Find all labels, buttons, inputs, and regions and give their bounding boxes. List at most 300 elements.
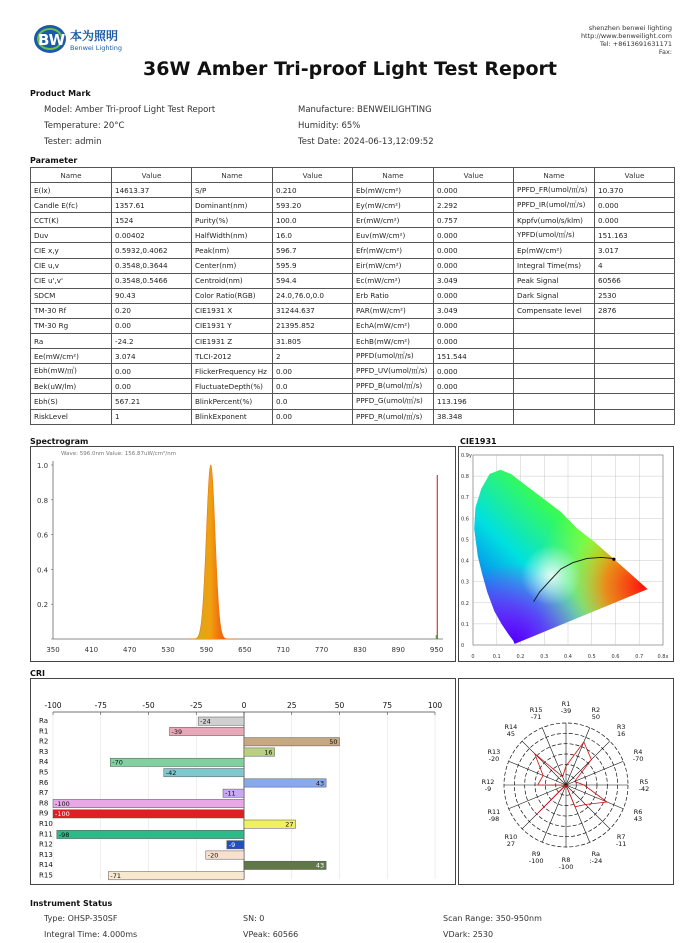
- cri-bar-label: R2: [39, 737, 49, 746]
- parameter-value-cell: 14613.37: [112, 183, 192, 198]
- cri-bar: [244, 861, 326, 869]
- radar-axis-value: -11: [615, 840, 627, 849]
- parameter-name-cell: Er(mW/cm²): [353, 213, 434, 228]
- parameter-name-cell: [514, 318, 595, 333]
- parameter-name-cell: Integral Time(ms): [514, 258, 595, 273]
- cri-bar-label: R10: [39, 820, 53, 828]
- parameter-value-cell: 60566: [595, 273, 675, 288]
- cie-x-tick: 0.8x: [657, 654, 669, 660]
- parameter-value-cell: 0.000: [434, 228, 514, 243]
- cri-bar-label: R7: [39, 789, 49, 798]
- cri-bar-value: -42: [165, 769, 177, 777]
- cri-bar-value: 27: [285, 820, 294, 829]
- test-date-text: Test Date: 2024-06-13,12:09:52: [298, 137, 434, 147]
- parameter-name-cell: Candle E(fc): [31, 198, 112, 213]
- cri-bar-label: Ra: [39, 717, 48, 725]
- parameter-header-cell: Value: [273, 168, 353, 183]
- parameter-name-cell: Ra: [31, 334, 112, 349]
- parameter-value-cell: 31244.637: [273, 303, 353, 318]
- spectrum-x-tick: 590: [199, 646, 214, 654]
- parameter-name-cell: BlinkExponent: [192, 409, 273, 424]
- company-line: Tel: +8613691631171: [599, 40, 672, 48]
- parameter-value-cell: 1357.61: [112, 198, 192, 213]
- parameter-name-cell: SDCM: [31, 288, 112, 303]
- radar-axis-label: R1: [561, 700, 571, 708]
- parameter-value-cell: [595, 394, 675, 409]
- parameter-header-row: [31, 168, 675, 183]
- parameter-value-cell: 596.7: [273, 243, 353, 258]
- parameter-header-cell: Value: [112, 168, 192, 183]
- cri-bar: [110, 758, 244, 766]
- cri-bar-label: R14: [39, 861, 53, 870]
- instrument-sn: SN: 0: [243, 914, 265, 923]
- parameter-value-cell: [595, 379, 675, 394]
- radar-axis-label: R14: [504, 722, 518, 731]
- cie-x-tick: 0.2: [516, 654, 525, 660]
- parameter-value-cell: 595.9: [273, 258, 353, 273]
- cri-bar-chart: [31, 679, 455, 884]
- parameter-row: [31, 198, 675, 213]
- cri-bar-value: -98: [58, 830, 70, 839]
- parameter-name-cell: Color Ratio(RGB): [192, 288, 273, 303]
- parameter-value-cell: 594.4: [273, 273, 353, 288]
- parameter-row: [31, 379, 675, 394]
- parameter-value-cell: 0.00: [273, 364, 353, 379]
- parameter-name-cell: Efr(mW/cm²): [353, 243, 434, 258]
- cie-x-tick: 0: [471, 654, 475, 660]
- parameter-value-cell: 90.43: [112, 288, 192, 303]
- cri-x-tick: 0: [241, 701, 247, 710]
- cri-heading: CRI: [30, 669, 46, 678]
- cri-x-tick: -75: [94, 701, 107, 710]
- humidity-text: Humidity: 65%: [298, 121, 361, 131]
- instrument-heading: Instrument Status: [30, 899, 113, 908]
- parameter-value-cell: 567.21: [112, 394, 192, 409]
- parameter-value-cell: -24.2: [112, 334, 192, 349]
- parameter-name-cell: Eb(mW/cm²): [353, 183, 434, 198]
- model-text: Model: Amber Tri-proof Light Test Report: [44, 105, 216, 115]
- cie-x-tick: 0.7: [635, 654, 644, 660]
- radar-axis-value: -98: [488, 814, 500, 823]
- cie-y-tick: 0.2: [461, 600, 469, 607]
- parameter-name-cell: [514, 379, 595, 394]
- cie1931-panel: [458, 446, 674, 662]
- parameter-name-cell: PPFD_FR(umol/㎡/s): [514, 183, 595, 198]
- parameter-value-cell: 3.049: [434, 303, 514, 318]
- parameter-name-cell: Ee(mW/cm²): [31, 349, 112, 364]
- parameter-header-cell: Name: [353, 168, 434, 183]
- parameter-value-cell: 21395.852: [273, 318, 353, 333]
- parameter-name-cell: [514, 364, 595, 379]
- logo-cn: 本为照明: [70, 29, 119, 43]
- parameter-name-cell: [514, 394, 595, 409]
- spectrogram-panel: [30, 446, 456, 662]
- parameter-row: [31, 258, 675, 273]
- parameter-value-cell: 113.196: [434, 394, 514, 409]
- cri-bar-value: 16: [264, 748, 273, 757]
- parameter-value-cell: 0.000: [595, 198, 675, 213]
- cri-bar-value: 43: [315, 861, 325, 870]
- cri-x-tick: 100: [427, 701, 443, 710]
- parameter-value-cell: 0.00: [112, 318, 192, 333]
- parameter-header-cell: Name: [192, 168, 273, 183]
- cie-x-tick: 0.5: [587, 654, 596, 660]
- cri-bar-label: R11: [39, 830, 53, 839]
- spectrum-y-tick: 0.8: [37, 496, 49, 505]
- parameter-name-cell: CIE1931 X: [192, 303, 273, 318]
- radar-axis-label: R4: [633, 748, 643, 757]
- parameter-value-cell: 2: [273, 349, 353, 364]
- parameter-value-cell: 31.805: [273, 334, 353, 349]
- radar-axis-label: R15: [529, 705, 543, 714]
- parameter-name-cell: YPFD(umol/㎡/s): [514, 228, 595, 243]
- parameter-name-cell: PAR(mW/cm²): [353, 303, 434, 318]
- parameter-row: [31, 364, 675, 379]
- spectrum-y-tick: 1.0: [37, 462, 49, 470]
- parameter-name-cell: CIE1931 Y: [192, 318, 273, 333]
- parameter-value-cell: 0.20: [112, 303, 192, 318]
- parameter-name-cell: PPFD_UV(umol/㎡/s): [353, 364, 434, 379]
- parameter-value-cell: 0.3548,0.5466: [112, 273, 192, 288]
- spectrum-x-tick: 890: [391, 646, 405, 654]
- cri-bar-label: R6: [39, 778, 49, 787]
- parameter-value-cell: 151.544: [434, 349, 514, 364]
- parameter-value-cell: 1: [112, 409, 192, 424]
- parameter-name-cell: Dominant(nm): [192, 198, 273, 213]
- parameter-name-cell: [514, 349, 595, 364]
- parameter-name-cell: Ec(mW/cm²): [353, 273, 434, 288]
- radar-axis-value: 43: [633, 814, 643, 823]
- radar-axis-label: R11: [487, 807, 501, 816]
- parameter-value-cell: 4: [595, 258, 675, 273]
- parameter-value-cell: 38.348: [434, 409, 514, 424]
- parameter-name-cell: CIE1931 Z: [192, 334, 273, 349]
- radar-axis-label: R8: [561, 856, 571, 864]
- cie-y-tick: 0.5: [461, 537, 469, 544]
- parameter-value-cell: 0.00: [112, 364, 192, 379]
- radar-axis-value: -70: [632, 755, 644, 764]
- cri-bar-label: R5: [39, 768, 49, 777]
- logo-letters: BW: [38, 31, 66, 49]
- parameter-table: [30, 167, 675, 425]
- company-contact: [581, 24, 672, 56]
- parameter-value-cell: 0.00: [273, 409, 353, 424]
- parameter-value-cell: 3.074: [112, 349, 192, 364]
- parameter-value-cell: 0.000: [595, 213, 675, 228]
- radar-axis-value: 16: [617, 729, 626, 738]
- parameter-value-cell: 2.292: [434, 198, 514, 213]
- cie-y-tick: 0.7: [461, 495, 469, 502]
- parameter-value-cell: 0.000: [434, 379, 514, 394]
- cie-x-tick: 0.1: [492, 654, 501, 660]
- parameter-name-cell: Peak(nm): [192, 243, 273, 258]
- parameter-value-cell: 0.000: [434, 288, 514, 303]
- spectrum-y-tick: 0.2: [37, 601, 49, 610]
- cursor-readout: Wave: 596.0nm Value: 156.87uW/cm²/nm: [61, 451, 177, 457]
- spectrum-y-tick: 0.4: [37, 566, 49, 575]
- parameter-value-cell: 0.000: [434, 364, 514, 379]
- instrument-vpeak: VPeak: 60566: [243, 930, 299, 939]
- instrument-scan-range: Scan Range: 350-950nm: [443, 914, 542, 923]
- radar-axis-label: R10: [504, 833, 518, 842]
- spectrum-x-tick: 410: [84, 646, 99, 654]
- parameter-name-cell: Centroid(nm): [192, 273, 273, 288]
- parameter-name-cell: Bek(uW/lm): [31, 379, 112, 394]
- parameter-value-cell: 0.000: [434, 318, 514, 333]
- cie-y-tick: 0.6: [461, 516, 469, 523]
- radar-axis-label: Ra: [591, 850, 601, 859]
- parameter-value-cell: [595, 409, 675, 424]
- parameter-name-cell: Ebh(S): [31, 394, 112, 409]
- cri-bar-label: R4: [39, 758, 49, 767]
- parameter-value-cell: 151.163: [595, 228, 675, 243]
- cri-radar-panel: [458, 678, 674, 885]
- cri-bar-value: -9: [228, 841, 236, 850]
- cri-bar-label: R3: [39, 747, 49, 756]
- radar-axis-value: 50: [591, 712, 600, 721]
- cie-x-tick: 0.3: [540, 654, 549, 660]
- cri-x-tick: 25: [286, 701, 297, 710]
- radar-axis-label: R6: [633, 807, 643, 816]
- parameter-value-cell: [595, 334, 675, 349]
- cri-bar-value: 43: [315, 779, 325, 788]
- parameter-name-cell: BlinkPercent(%): [192, 394, 273, 409]
- radar-axis-label: R2: [591, 705, 601, 714]
- parameter-row: [31, 409, 675, 424]
- parameter-value-cell: 0.0: [273, 379, 353, 394]
- cri-bar-panel: [30, 678, 456, 885]
- radar-axis-value: -39: [560, 707, 572, 715]
- cie-y-tick: 0: [461, 643, 465, 649]
- cri-bar-value: -24: [200, 717, 211, 726]
- radar-axis-label: R5: [639, 778, 649, 786]
- spectrum-y-tick: 0.6: [37, 531, 49, 540]
- parameter-name-cell: E(lx): [31, 183, 112, 198]
- spectrum-x-tick: 830: [353, 646, 367, 654]
- spectrum-x-tick: 530: [161, 646, 175, 654]
- cri-bar-label: R12: [39, 840, 53, 849]
- spectrum-x-tick: 350: [46, 646, 60, 654]
- parameter-name-cell: EchA(mW/cm²): [353, 318, 434, 333]
- parameter-name-cell: Peak Signal: [514, 273, 595, 288]
- instrument-type: Type: OHSP-350SF: [44, 914, 118, 923]
- parameter-value-cell: 0.000: [434, 243, 514, 258]
- instrument-vdark: VDark: 2530: [443, 930, 494, 939]
- parameter-value-cell: [595, 349, 675, 364]
- cri-bar: [244, 779, 326, 787]
- parameter-value-cell: 0.000: [434, 258, 514, 273]
- cri-bar: [53, 799, 244, 807]
- radar-spoke: [566, 785, 610, 829]
- report-title: 36W Amber Tri-proof Light Test Report: [143, 58, 557, 80]
- parameter-name-cell: FlickerFrequency Hz: [192, 364, 273, 379]
- company-line: http://www.benweilight.com: [580, 32, 672, 40]
- cri-bar-label: R8: [39, 799, 49, 808]
- parameter-value-cell: 0.000: [434, 183, 514, 198]
- parameter-row: [31, 394, 675, 409]
- parameter-value-cell: 1524: [112, 213, 192, 228]
- manufacture-text: Manufacture: BENWEILIGHTING: [298, 105, 432, 115]
- parameter-name-cell: PPFD_IR(umol/㎡/s): [514, 198, 595, 213]
- parameter-name-cell: FluctuateDepth(%): [192, 379, 273, 394]
- radar-axis-label: R13: [487, 748, 501, 757]
- parameter-value-cell: [595, 318, 675, 333]
- parameter-name-cell: [514, 334, 595, 349]
- parameter-value-cell: 593.20: [273, 198, 353, 213]
- parameter-name-cell: RiskLevel: [31, 409, 112, 424]
- radar-spoke: [522, 741, 566, 785]
- parameter-value-cell: 0.5932,0.4062: [112, 243, 192, 258]
- cri-radar-chart: [459, 679, 673, 884]
- parameter-name-cell: EchB(mW/cm²): [353, 334, 434, 349]
- parameter-name-cell: Eir(mW/cm²): [353, 258, 434, 273]
- company-line: Fax:: [658, 48, 672, 56]
- parameter-name-cell: PPFD_R(umol/㎡/s): [353, 409, 434, 424]
- parameter-name-cell: CIE u,v: [31, 258, 112, 273]
- radar-axis-label: R7: [616, 833, 626, 842]
- parameter-header-cell: Value: [434, 168, 514, 183]
- cie-x-tick: 0.6: [611, 654, 620, 660]
- parameter-value-cell: 24.0,76.0,0.0: [273, 288, 353, 303]
- cie-y-tick: 0.9y: [461, 453, 472, 459]
- cri-bar: [53, 810, 244, 818]
- cie-y-tick: 0.8: [461, 474, 469, 481]
- parameter-header-cell: Value: [595, 168, 675, 183]
- radar-axis-label: R12: [481, 778, 495, 786]
- cri-x-tick: 75: [382, 701, 393, 710]
- radar-axis-label: R9: [531, 850, 541, 859]
- cri-bar-value: -100: [55, 810, 70, 819]
- parameter-row: [31, 288, 675, 303]
- cri-x-tick: 50: [334, 701, 345, 710]
- cri-x-tick: -25: [190, 701, 203, 710]
- parameter-row: [31, 273, 675, 288]
- parameter-name-cell: Kppfv(umol/s/klm): [514, 213, 595, 228]
- spectrogram-heading: Spectrogram: [30, 437, 89, 446]
- radar-axis-label: R3: [616, 722, 626, 731]
- cri-bar-value: -39: [171, 727, 183, 736]
- radar-axis-value: -42: [638, 785, 650, 793]
- spectrum-x-tick: 470: [123, 646, 137, 654]
- cri-bar-value: -71: [110, 872, 122, 880]
- parameter-row: [31, 303, 675, 318]
- parameter-name-cell: Ebh(mW/㎡): [31, 364, 112, 379]
- parameter-name-cell: Erb Ratio: [353, 288, 434, 303]
- parameter-name-cell: Duv: [31, 228, 112, 243]
- spectrogram-chart: [31, 447, 455, 661]
- cri-bar-value: 50: [329, 738, 338, 747]
- radar-axis-value: -71: [530, 712, 542, 721]
- parameter-name-cell: Purity(%): [192, 213, 273, 228]
- radar-spoke: [566, 741, 610, 785]
- parameter-value-cell: 0.3548,0.3644: [112, 258, 192, 273]
- parameter-name-cell: PPFD(umol/㎡/s): [353, 349, 434, 364]
- cie-y-tick: 0.1: [461, 621, 469, 628]
- cri-x-tick: -50: [142, 701, 155, 710]
- parameter-name-cell: PPFD_B(umol/㎡/s): [353, 379, 434, 394]
- parameter-value-cell: 0.000: [434, 334, 514, 349]
- parameter-value-cell: 3.049: [434, 273, 514, 288]
- parameter-value-cell: 16.0: [273, 228, 353, 243]
- cri-bar-label: R13: [39, 850, 53, 859]
- parameter-name-cell: Ep(mW/cm²): [514, 243, 595, 258]
- cri-bar-label: R15: [39, 871, 53, 880]
- parameter-value-cell: 3.017: [595, 243, 675, 258]
- product-mark-heading: Product Mark: [30, 89, 91, 98]
- parameter-value-cell: 0.00: [112, 379, 192, 394]
- parameter-name-cell: HalfWidth(nm): [192, 228, 273, 243]
- parameter-name-cell: TLCI-2012: [192, 349, 273, 364]
- cri-bar-value: -20: [207, 851, 219, 860]
- cie-y-tick: 0.3: [461, 579, 469, 586]
- parameter-row: [31, 183, 675, 198]
- parameter-row: [31, 318, 675, 333]
- parameter-value-cell: [595, 364, 675, 379]
- cri-bar: [57, 830, 244, 838]
- parameter-name-cell: Ey(mW/cm²): [353, 198, 434, 213]
- cie-y-tick: 0.4: [461, 558, 469, 565]
- spectrum-x-tick: 650: [238, 646, 252, 654]
- parameter-name-cell: TM-30 Rg: [31, 318, 112, 333]
- parameter-value-cell: 100.0: [273, 213, 353, 228]
- parameter-row: [31, 228, 675, 243]
- chromaticity-point: [612, 558, 615, 561]
- parameter-value-cell: 0.210: [273, 183, 353, 198]
- radar-axis-value: -20: [488, 755, 500, 764]
- parameter-value-cell: 10.370: [595, 183, 675, 198]
- cri-bar-label: R9: [39, 809, 49, 818]
- parameter-name-cell: S/P: [192, 183, 273, 198]
- parameter-value-cell: 0.757: [434, 213, 514, 228]
- cri-bar: [244, 738, 340, 746]
- parameter-name-cell: CCT(K): [31, 213, 112, 228]
- radar-axis-value: :-24: [589, 857, 603, 866]
- parameter-name-cell: CIE x,y: [31, 243, 112, 258]
- parameter-row: [31, 334, 675, 349]
- instrument-integral-time: Integral Time: 4.000ms: [44, 930, 138, 939]
- parameter-value-cell: 0.00402: [112, 228, 192, 243]
- tester-text: Tester: admin: [44, 137, 102, 147]
- parameter-header-cell: Name: [514, 168, 595, 183]
- parameter-value-cell: 0.0: [273, 394, 353, 409]
- spectrum-fill: [187, 465, 238, 639]
- cri-x-tick: -100: [44, 701, 62, 710]
- company-logo: [32, 22, 142, 56]
- cri-bar-value: -11: [224, 789, 236, 798]
- parameter-name-cell: TM-30 Rf: [31, 303, 112, 318]
- temperature-text: Temperature: 20°C: [44, 121, 125, 131]
- parameter-value-cell: 2876: [595, 303, 675, 318]
- cri-bar-label: R1: [39, 727, 49, 736]
- parameter-name-cell: Dark Signal: [514, 288, 595, 303]
- cri-bar-value: -70: [112, 758, 123, 767]
- parameter-value-cell: 2530: [595, 288, 675, 303]
- parameter-header-cell: Name: [31, 168, 112, 183]
- spectrum-x-tick: 950: [429, 646, 444, 654]
- spectrum-x-tick: 710: [276, 646, 290, 654]
- parameter-name-cell: [514, 409, 595, 424]
- radar-axis-value: -100: [528, 857, 544, 866]
- parameter-row: [31, 213, 675, 228]
- cri-bar-value: -100: [55, 799, 70, 808]
- parameter-name-cell: PPFD_G(umol/㎡/s): [353, 394, 434, 409]
- radar-axis-value: 45: [506, 729, 515, 738]
- parameter-name-cell: Euv(mW/cm²): [353, 228, 434, 243]
- spectrum-x-tick: 770: [314, 646, 329, 654]
- parameter-name-cell: CIE u',v': [31, 273, 112, 288]
- logo-en: Benwei Lighting: [70, 44, 123, 52]
- radar-axis-value: -9: [484, 785, 492, 793]
